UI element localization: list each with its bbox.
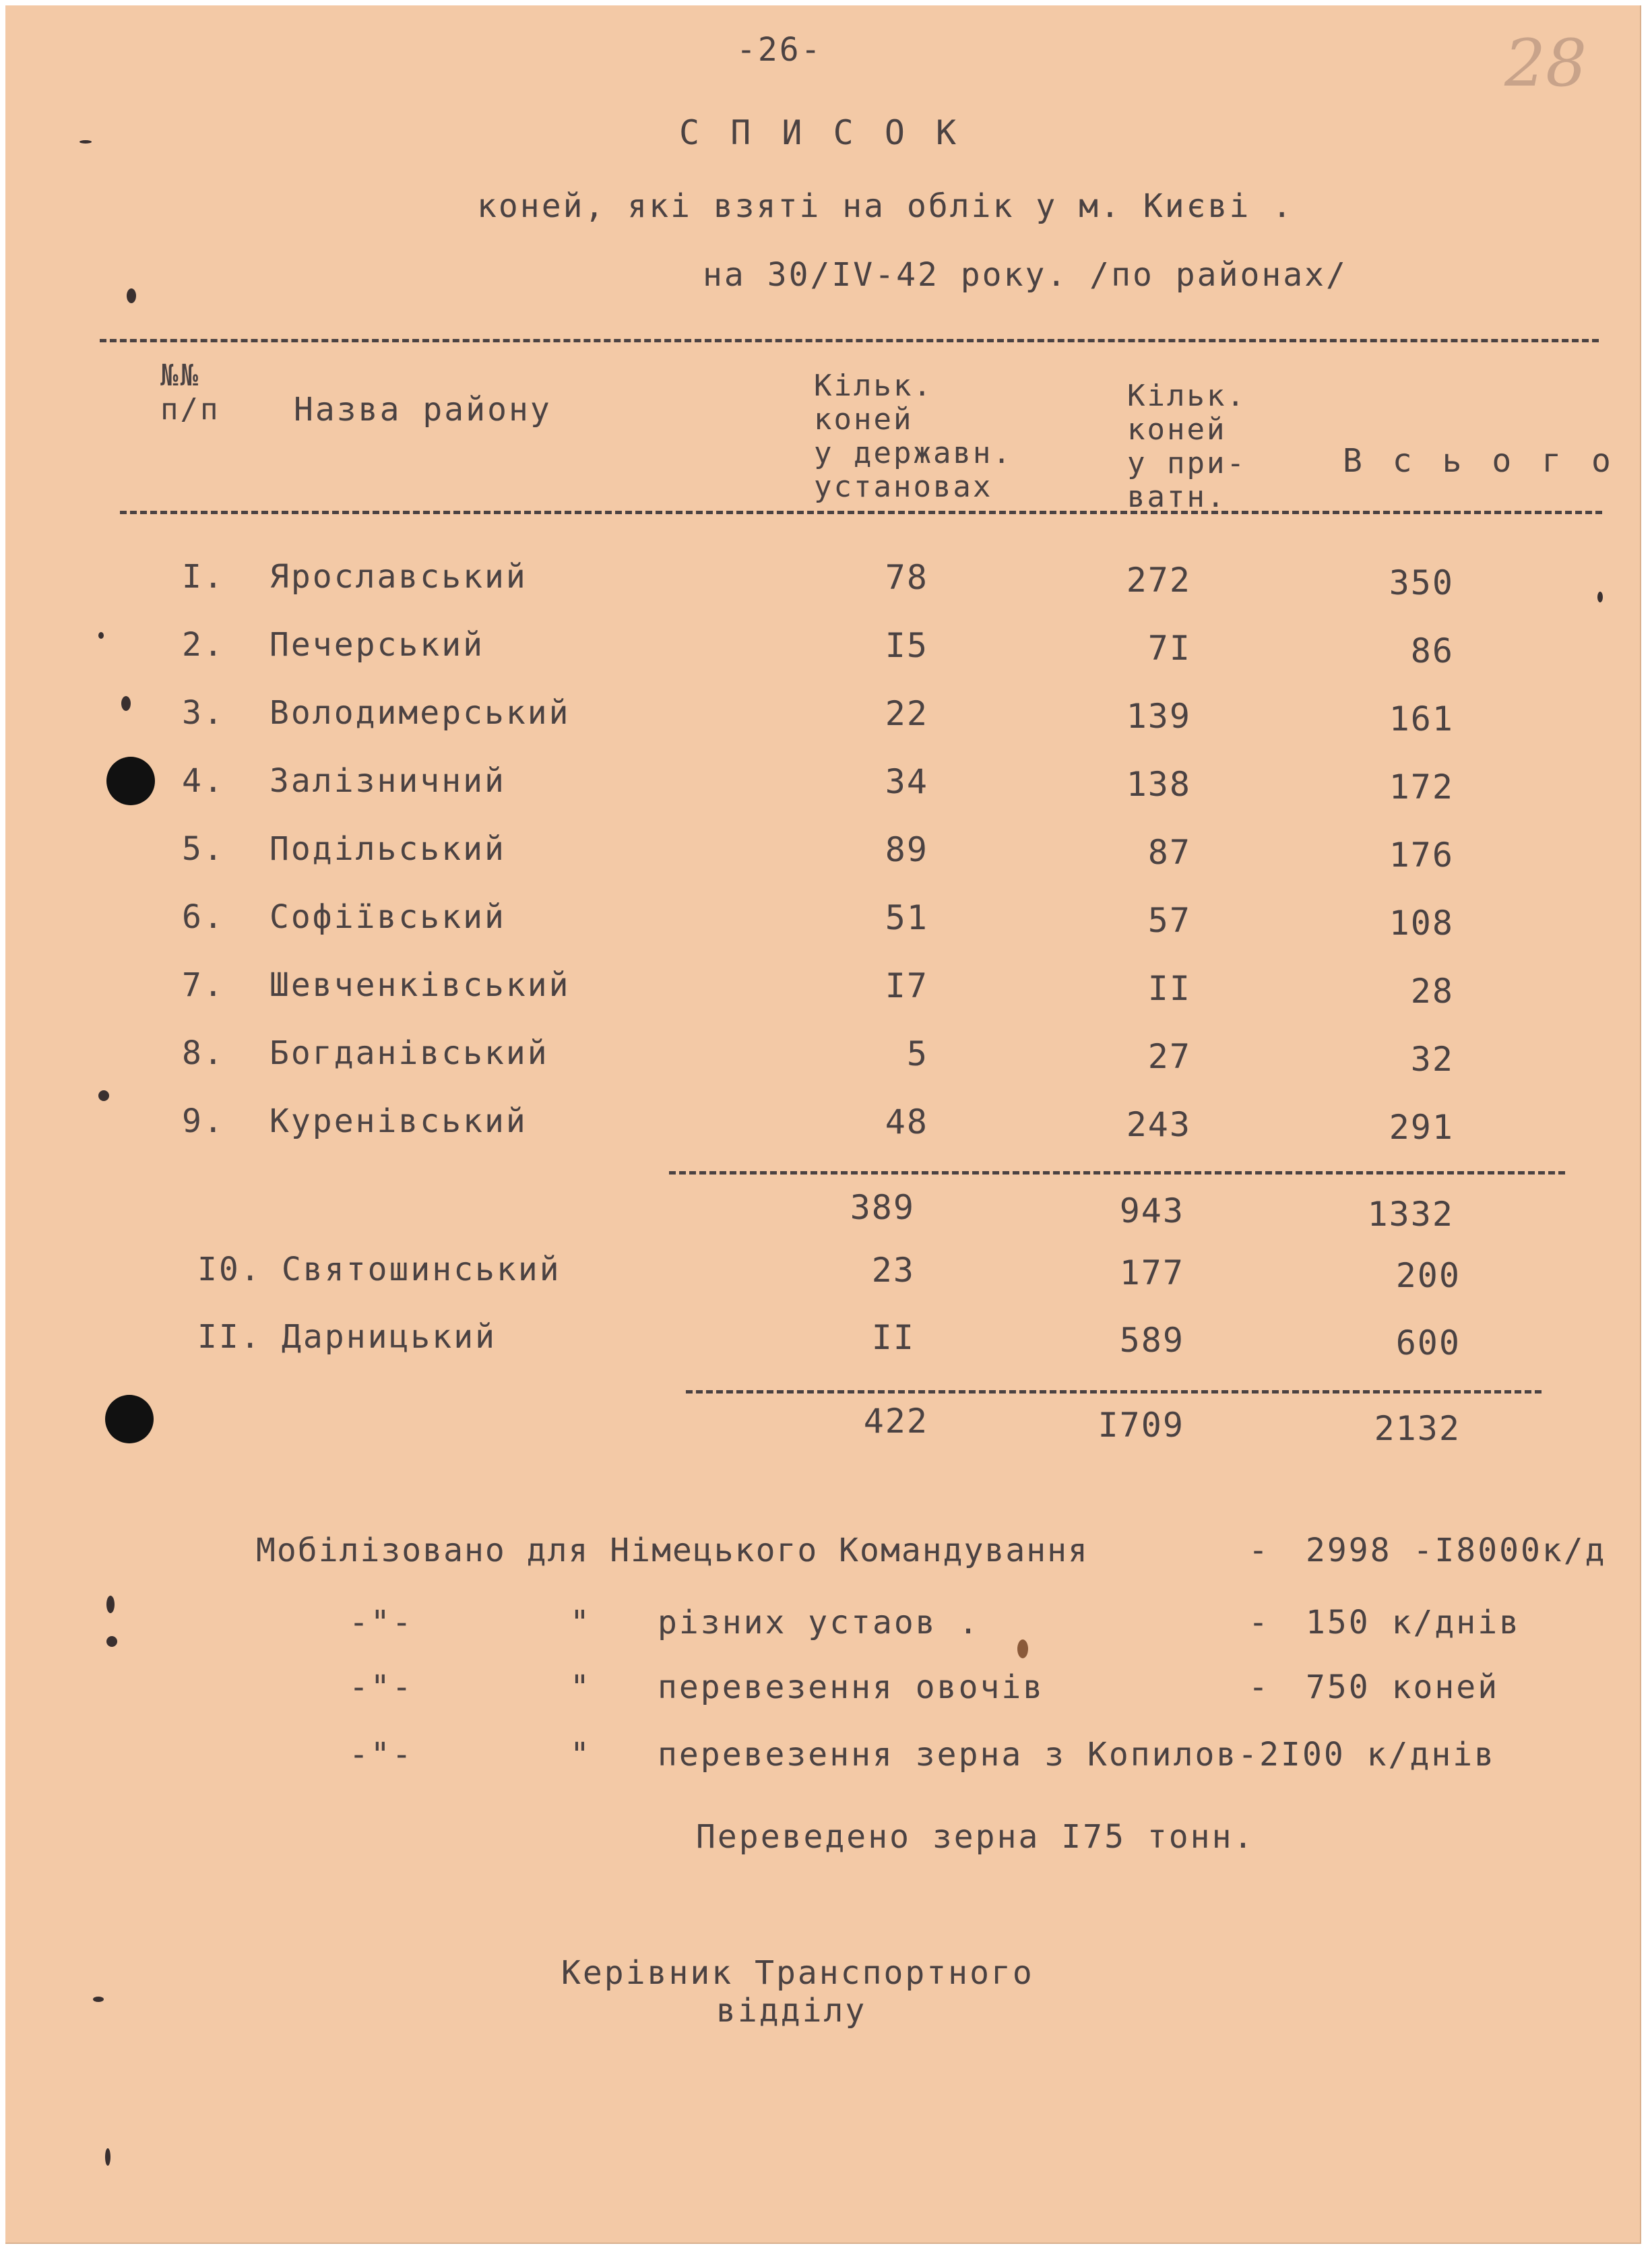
- row-district: Святошинський: [282, 1251, 561, 1288]
- grand-total-state: 422: [863, 1402, 928, 1441]
- row-number: 3.: [182, 694, 225, 732]
- mobilized-text: перевезення овочів: [658, 1668, 1045, 1706]
- row-state-count: 34: [885, 762, 928, 801]
- row-number: 7.: [182, 966, 225, 1004]
- row-state-count: I5: [885, 626, 928, 665]
- mobilized-dash: -: [1248, 1668, 1270, 1706]
- row-total-count: 350: [1389, 563, 1454, 602]
- row-private-count: 272: [1126, 561, 1191, 600]
- speck: [106, 1596, 115, 1613]
- speck: [80, 140, 92, 144]
- mobilized-value: 750 коней: [1306, 1668, 1500, 1706]
- row-state-count: 51: [885, 898, 928, 937]
- mobilized-ditto: -"-: [349, 1736, 414, 1774]
- document-subtitle-line1: коней, які взяті на облік у м. Києві .: [477, 187, 1294, 225]
- row-state-count: 89: [885, 830, 928, 869]
- row-private-count: 177: [1119, 1253, 1184, 1292]
- grand-total-private: I709: [1098, 1406, 1184, 1445]
- row-state-count: 5: [906, 1034, 928, 1073]
- speck: [1017, 1639, 1028, 1658]
- header-private: Кільк. коней у при- ватн.: [1127, 379, 1246, 514]
- row-total-count: 172: [1389, 768, 1454, 807]
- speck: [98, 1090, 109, 1101]
- subtotal-rule: [669, 1171, 1565, 1175]
- binder-hole-top: [106, 757, 155, 805]
- row-private-count: 27: [1147, 1037, 1191, 1076]
- row-total-count: 176: [1389, 836, 1454, 875]
- row-state-count: 23: [871, 1251, 915, 1290]
- row-private-count: 589: [1119, 1321, 1184, 1360]
- table-header-rule: [120, 511, 1602, 514]
- mobilized-text: Мобілізовано для Німецького Командування: [256, 1532, 1089, 1569]
- speck: [127, 288, 136, 303]
- subtotal-private: 943: [1119, 1191, 1184, 1230]
- row-total-count: 32: [1410, 1040, 1454, 1079]
- row-number: 9.: [182, 1102, 225, 1140]
- row-private-count: II: [1147, 969, 1191, 1008]
- mobilized-ditto: -"-: [349, 1604, 414, 1641]
- archive-number: 28: [1504, 26, 1587, 101]
- speck: [106, 1636, 117, 1647]
- mobilized-dash: -: [1248, 1604, 1270, 1641]
- row-district: Ярославський: [269, 558, 528, 596]
- signature-line2: відділу: [716, 1992, 867, 2030]
- row-district: Подільський: [269, 830, 506, 868]
- speck: [105, 2148, 110, 2166]
- row-district: Печерський: [269, 626, 484, 664]
- row-total-count: 86: [1410, 631, 1454, 670]
- document-subtitle-line2: на 30/IV-42 року. /по районах/: [703, 256, 1347, 294]
- document-page: [5, 5, 1641, 2244]
- row-private-count: 243: [1126, 1105, 1191, 1144]
- row-private-count: 57: [1147, 901, 1191, 940]
- row-private-count: 7I: [1147, 629, 1191, 668]
- header-total: В с ь о г о: [1343, 442, 1616, 480]
- mobilized-value: 2998 -I8000к/д: [1306, 1532, 1607, 1569]
- row-number: I0.: [197, 1251, 262, 1288]
- mobilized-dash: -: [1248, 1532, 1270, 1569]
- row-private-count: 87: [1147, 833, 1191, 872]
- row-district: Дарницький: [282, 1318, 497, 1356]
- mobilized-value: 150 к/днів: [1306, 1604, 1521, 1641]
- speck: [1597, 592, 1603, 602]
- row-district: Куренівський: [269, 1102, 528, 1140]
- mobilized-ditto: -"-: [349, 1668, 414, 1706]
- speck: [121, 696, 131, 711]
- row-total-count: 600: [1395, 1323, 1461, 1363]
- grand-total-rule: [686, 1390, 1542, 1394]
- header-district: Назва району: [294, 391, 552, 429]
- page-number: -26-: [736, 31, 823, 69]
- mobilized-quote: ": [570, 1604, 592, 1641]
- row-total-count: 108: [1389, 904, 1454, 943]
- speck: [98, 632, 104, 639]
- row-total-count: 28: [1410, 972, 1454, 1011]
- speck: [93, 1997, 104, 2002]
- subtotal-state: 389: [850, 1188, 915, 1227]
- row-number: 8.: [182, 1034, 225, 1072]
- row-state-count: II: [871, 1318, 915, 1357]
- row-state-count: 22: [885, 694, 928, 733]
- row-number: 4.: [182, 762, 225, 800]
- row-number: II.: [197, 1318, 262, 1356]
- row-district: Залізничний: [269, 762, 506, 800]
- row-total-count: 200: [1395, 1256, 1461, 1295]
- table-top-rule: [100, 339, 1599, 342]
- mobilized-quote: ": [570, 1668, 592, 1706]
- grain-note: Переведено зерна I75 тонн.: [696, 1818, 1255, 1856]
- row-state-count: I7: [885, 966, 928, 1005]
- row-district: Богданівський: [269, 1034, 549, 1072]
- row-district: Шевченківський: [269, 966, 571, 1004]
- signature-line1: Керівник Транспортного: [561, 1954, 1034, 1992]
- header-state-institutions: Кільк. коней у державн. установах: [814, 369, 1013, 504]
- binder-hole-bottom: [105, 1395, 154, 1443]
- row-district: Володимерський: [269, 694, 571, 732]
- row-total-count: 161: [1389, 699, 1454, 739]
- mobilized-text: перевезення зерна з Копилов-2I00 к/днів: [658, 1736, 1496, 1774]
- row-state-count: 48: [885, 1102, 928, 1141]
- document-title: С П И С О К: [679, 113, 962, 152]
- header-number: №№ п/п: [160, 358, 220, 427]
- row-number: 2.: [182, 626, 225, 664]
- row-number: 6.: [182, 898, 225, 936]
- row-total-count: 291: [1389, 1108, 1454, 1147]
- subtotal-total: 1332: [1367, 1195, 1454, 1234]
- row-private-count: 139: [1126, 697, 1191, 736]
- row-number: I.: [182, 558, 225, 596]
- row-number: 5.: [182, 830, 225, 868]
- row-private-count: 138: [1126, 765, 1191, 804]
- row-state-count: 78: [885, 558, 928, 597]
- grand-total-total: 2132: [1374, 1409, 1461, 1448]
- mobilized-quote: ": [570, 1736, 592, 1774]
- mobilized-text: різних устаов .: [658, 1604, 980, 1641]
- row-district: Софіївський: [269, 898, 506, 936]
